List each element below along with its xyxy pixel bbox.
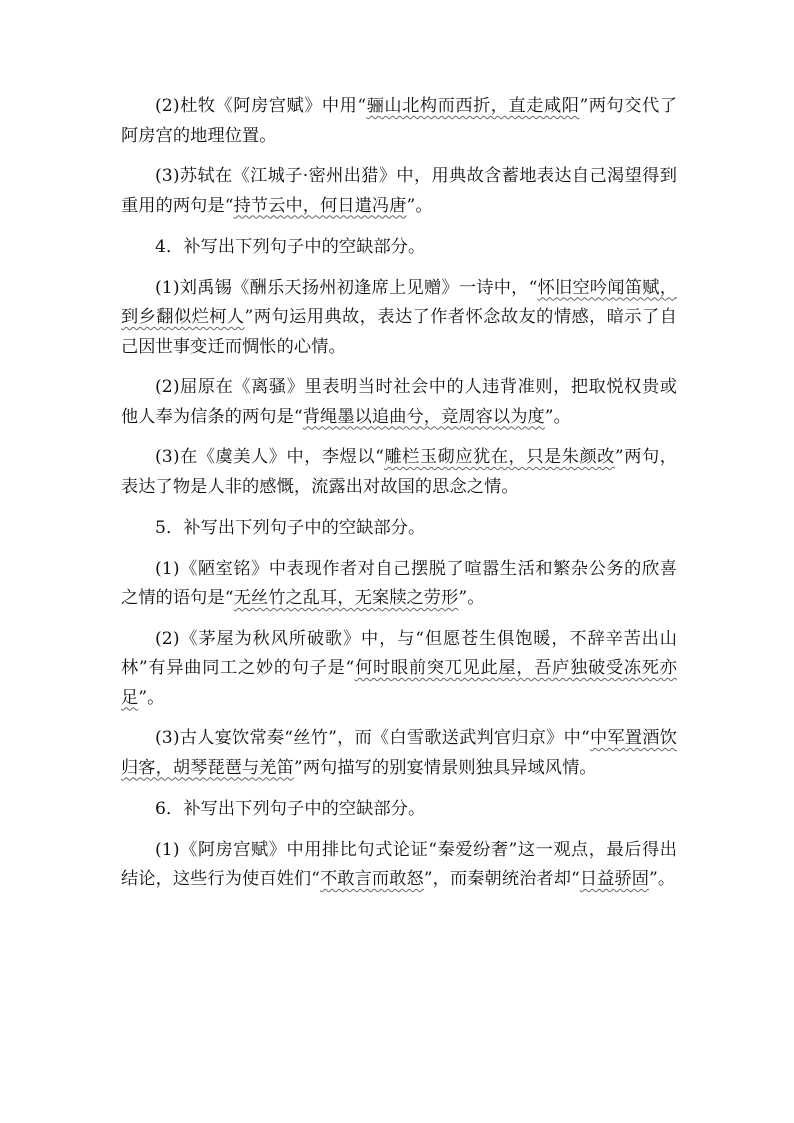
document-page <box>121 92 677 895</box>
question-text: (1)《阿房宫赋》中用排比句式论证“秦爱纷奢”这一观点，最后得出结论，这些行为使百姓们“ <box>121 839 677 889</box>
question-text: ”两句，表达了物是人非的感慨，流露出对故国的思念之情。 <box>121 447 677 497</box>
question-text: ”。 <box>406 195 433 216</box>
question-text: ”，而秦朝统治者却“ <box>423 869 580 889</box>
answer-text: 日益骄固 <box>579 869 650 889</box>
question-text: (2)《茅屋为秋风所破歌》中，与“但愿苍生俱饱暖，不辞辛苦出山林”有异曲同工之妙的句子是“ <box>121 628 677 678</box>
answer-text: 骊山北构而西折，直走咸阳 <box>366 96 580 116</box>
question-5-2 <box>121 625 677 714</box>
heading-text: 4．补写出下列句子中的空缺部分。 <box>155 237 426 257</box>
section-heading-6 <box>121 795 677 825</box>
answer-text: 持节云中，何日遣冯唐 <box>233 195 407 216</box>
question-text: (3)在《虞美人》中，李煜以“ <box>155 447 384 467</box>
answer-text: 不敢言而敢怒 <box>320 869 424 889</box>
question-4-1 <box>121 274 677 363</box>
answer-text: 无丝竹之乱耳，无案牍之劳形 <box>233 588 459 608</box>
question-text: ”两句描写的别宴情景则独具异域风情。 <box>293 757 597 778</box>
question-5-3 <box>121 724 677 783</box>
section-heading-5 <box>121 514 677 544</box>
answer-text: 何时眼前突兀见此屋，吾庐独破受冻死亦足 <box>121 658 677 708</box>
question-text: (1)《陋室铭》中表现作者对自己摆脱了喧嚣生活和繁杂公务的欣喜之情的语句是“ <box>121 558 677 608</box>
answer-text: 中军置酒饮归客，胡琴琵琶与羌笛 <box>121 728 677 778</box>
question-text: (3)苏轼在《江城子·密州出猎》中，用典故含蓄地表达自己渴望得到重用的两句是“ <box>121 166 677 216</box>
question-5-1 <box>121 555 677 614</box>
question-4-3 <box>121 443 677 502</box>
question-3-2 <box>121 92 677 151</box>
question-text: ”。 <box>649 869 676 889</box>
answer-text: 背绳墨以追曲兮，竞周容以为度 <box>302 406 545 427</box>
section-heading-4 <box>121 233 677 263</box>
heading-text: 5．补写出下列句子中的空缺部分。 <box>155 518 426 538</box>
question-text: (2)杜牧《阿房宫赋》中用“ <box>155 96 367 116</box>
question-text: (3)古人宴饮常奏“丝竹”，而《白雪歌送武判官归京》中“ <box>155 728 590 748</box>
question-text: (1)刘禹锡《酬乐天扬州初逢席上见赠》一诗中，“ <box>155 277 538 298</box>
question-text: ”两句交代了阿房宫的地理位置。 <box>121 96 677 146</box>
question-4-2 <box>121 373 677 432</box>
heading-text: 6．补写出下列句子中的空缺部分。 <box>155 799 426 819</box>
answer-text: 雕栏玉砌应犹在，只是朱颜改 <box>384 447 615 467</box>
question-text: ”。 <box>138 687 165 708</box>
question-text: ”两句运用典故，表达了作者怀念故友的情感，暗示了自己因世事变迁而惆怅的心情。 <box>121 307 677 357</box>
question-text: (2)屈原在《离骚》里表明当时社会中的人违背准则，把取悦权贵或他人奉为信条的两句是“ <box>121 377 677 427</box>
question-text: ”。 <box>544 406 571 427</box>
answer-text: 怀旧空吟闻笛赋，到乡翻似烂柯人 <box>121 277 677 327</box>
question-3-3 <box>121 162 677 221</box>
question-text: ”。 <box>458 588 485 608</box>
question-6-1 <box>121 836 677 895</box>
